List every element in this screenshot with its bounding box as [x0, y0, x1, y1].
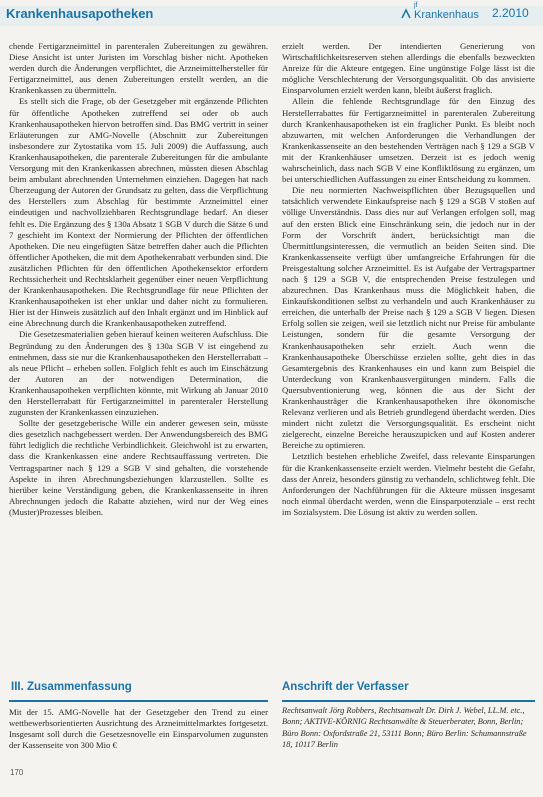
paragraph: Die neu normierten Nachweispflichten über Bezugsquellen und tatsächlich verwendete Einkaufspreise nach § 129 a SGB V stoßen auf völlige Unverständnis. Dass dies nur auf Verlangen erfolgen soll, mag auf den ersten Blick eine Einschränkung sein, die jedoch nur in der Form der Vorschrift ändert, berücksichtigt man die Übermittlungsinteressen, die vermutlich an beiden Seiten sind. Die Krankenkassenseite verfügt über umfangreiche Erfahrungen für die Preisgestaltung solcher Arzneimittel. Es ist Aufgabe der Vertragspartner nach § 129 a SGB V, die entsprechenden Preise festzulegen und abzurechnen. Das Krankenhaus muss die Möglichkeit haben, die Einkaufskonditionen selbst zu verhandeln und auch Krankenhäuser zu erreichen, die unterhalb der Preise nach § 129 a SGB V liegen. Diesen Erfolg sollen sie zeigen, weil sie letztlich nicht nur Preise für ambulante Leistungen, sondern für die gesamte Versorgung der Krankenhausapotheken sehr erzielt. Auch wenn die Krankenhausapotheke Überschüsse erzielen sollte, geht dies in das Gesamtergebnis des Krankenhauses ein und kann zum Beispiel die Unterdeckung von Krankenhausvergütungen mindern. Falls die Quersubventionierung weg, können die aus der Sicht der Krankenhausträger die Krankenhausapotheken ihre ökonomische Relevanz verlieren und als Betrieb grundlegend überdacht werden. Dies mindert nicht zuletzt die Versorgungsqualität. Es erscheint nicht zielgerecht, einzelne Bereiche herauszupicken und auf Kosten anderer Bereiche zu optimieren.: [282, 185, 535, 451]
authors-address: Rechtsanwalt Jörg Robbers, Rechtsanwalt Dr. Dirk J. Webel, LL.M. etc., Bonn; AKTIVE-KÖRNIG Rechtsanwälte & Steuerberater, Bonn, Berlin; Büro Bonn: Oxfordstraße 21, 53111 Bonn; Büro Berlin: Schumannstraße 18, 10117 Berlin: [282, 706, 527, 750]
paragraph: erzielt werden. Der intendierten Generierung von Wirtschaftlichkeitsreserven stehen allerdings die ebenfalls bezweckten Anreize für die Akteure entgegen. Eine ungünstige Folge lässt ist die mögliche Verschlechterung der Versorgungsqualität. Ob das anvisierte Einsparvolumen erzielt werden kann, bleibt äußerst fraglich.: [282, 41, 535, 96]
paragraph: chende Fertigarzneimittel in parenteralen Zubereitungen zu gewähren. Diese Ansicht ist unter Juristen im Vorschlag bisher nicht. Apotheken werden durch die Änderungen verpflichtet, die Arzneimittelhersteller für Fertigarzneimittel, aus denen Zubereitungen erstellt werden, an die Krankenkassen zu übermitteln.: [9, 41, 268, 96]
left-column: [9, 41, 268, 666]
paragraph: Allein die fehlende Rechtsgrundlage für den Einzug des Herstellerrabattes für Fertigarzneimittel in parenteralen Zubereitung durch Krankenhausapotheken ist ein fraglicher Punkt. Es bleibt noch abzuwarten, mit welchen Anforderungen die Verhandlungen der Krankenkassenseite an den bestehenden Verträgen nach § 129 a SGB V mit der Krankenhäuser umsetzen. Derzeit ist es jedoch wenig wahrscheinlich, dass nach SGB V eine Konfliktlösung zu ergänzen, um bei unterschiedlichen Auffassungen zu einer Entscheidung zu kommen.: [282, 96, 535, 185]
paragraph: Sollte der gesetzgeberische Wille ein anderer gewesen sein, müsste dies gesetzlich nachgebessert werden. Der Anwendungsbereich des BMG führt lediglich die rechtliche Verbindlichkeit. Gleichwohl ist zu erwarten, dass die Krankenkassen eine andere Rechtsauffassung vertreten. Die Vertragspartner nach § 129 a SGB V sind gehalten, die vorstehende Aspekte in ihren Abrechnungsbeziehungen klarzustellen. Sollte es hierüber keine Verständigung geben, die Krankenkassenseite in ihren Abrechnungen jedoch die Rabatte abziehen, wird nur der Weg eines (Muster)Prozesses bleiben.: [9, 418, 268, 517]
paragraph: Die Gesetzesmaterialien geben hierauf keinen weiteren Aufschluss. Die Begründung zu den Änderungen des § 130a SGB V ist eingehend zu entnehmen, dass sie nur die Krankenhausapotheken den Herstellerrabatt – als neue Pflicht – erheben sollen. Folglich fehlt es auch im Einschätzung der Autoren an der notwendigen Determination, die Krankenhausapotheken verpflichten könnte, mit Wirkung ab Januar 2010 den Herstellerrabatt für Fertigarzneimittel in parenteraler Herstellung zugunsten der Krankenkassen einzuziehen.: [9, 329, 268, 418]
page-number: 170: [10, 768, 24, 777]
summary-heading: III. Zusammenfassung: [11, 681, 132, 693]
section-divider: [282, 700, 535, 702]
right-column: [282, 41, 535, 666]
running-title: Krankenhausapotheken: [6, 6, 154, 21]
authors-heading: Anschrift der Verfasser: [282, 681, 409, 693]
logo-small-text: jf: [414, 2, 418, 9]
page-header: [0, 0, 543, 30]
logo-main-text: Krankenhaus: [414, 9, 479, 21]
journal-logo: [400, 2, 479, 30]
paragraph: Letztlich bestehen erhebliche Zweifel, dass relevante Einsparungen für die Krankenkassenseite erzielt werden. Vielmehr besteht die Gefahr, dass der Anreiz, besonders günstig zu verhandeln, schlichtweg fehlt. Die Anforderungen der Nachführungen für die Akteure müssen insgesamt noch einmal überdacht werden, wenn die Einsparpotenziale – erst recht im Sozialsystem. Die Lösung ist aktiv zu werden sollen.: [282, 451, 535, 517]
logo-mark-icon: [400, 8, 412, 20]
issue-number: 2.2010: [492, 6, 529, 20]
paragraph: Es stellt sich die Frage, ob der Gesetzgeber mit ergänzende Pflichten für öffentliche Apotheken zutreffend sei oder ob auch Krankenhausapotheken hiervon betroffen sind. Das BMG vertritt in seiner Erläuterungen zur AMG-Novelle (Abschnitt zur Zubereitungen insbesondere zur Zytostatika vom 15. Juli 2009) die Auffassung, auch Krankenhausapotheken, die parenterale Zubereitungen für die ambulante Versorgung mit den Krankenkassen abrechnen, müssten diesen Abschlag beim ambulant abrechnenden Unternehmen einziehen. Dagegen hat nach Überzeugung der Autoren der Grundsatz zu gelten, dass die Verpflichtung des Herstellers zum Abschlag für bestimmte Arzneimittel einer eindeutigen und nachvollziehbaren Rechtsgrundlage bedarf. An dieser fehlt es. Die Ergänzung des § 130a Absatz 1 SGB V durch die Sätze 6 und 7 geschieht im Kontext der Normierung der Pflichten der öffentlichen Apotheken. Die neu eingefügten Sätze betreffen daher auch die Pflichten öffentlicher Apotheken, die mit dem Apothekenrabatt verbunden sind. Die zusätzlichen Pflichten für den öffentlichen Apothekensektor erfordern Rechtssicherheit und Rechtsklarheit gegenüber einer neuen Verpflichtung der Krankenhausapotheken. Die Rechtsgrundlage für neue Pflichten der Krankenhausapotheken ist eher unklar und daher nicht zu formulieren. Hier ist der Hinweis zusätzlich auf den Inhalt ergänzt und im Hinblick auf eine Abrechnung durch die Krankenhausapotheken zutreffend.: [9, 96, 268, 329]
summary-text: Mit der 15. AMG-Novelle hat der Gesetzgeber den Trend zu einer wettbewerbsorientierten Ausrichtung des Arzneimittelmarktes fortgesetzt. Insgesamt soll durch die Gesetzesnovelle ein Einsparvolumen zugunsten der Kassenseite von 300 Mio €: [9, 707, 268, 751]
section-divider: [9, 700, 268, 702]
